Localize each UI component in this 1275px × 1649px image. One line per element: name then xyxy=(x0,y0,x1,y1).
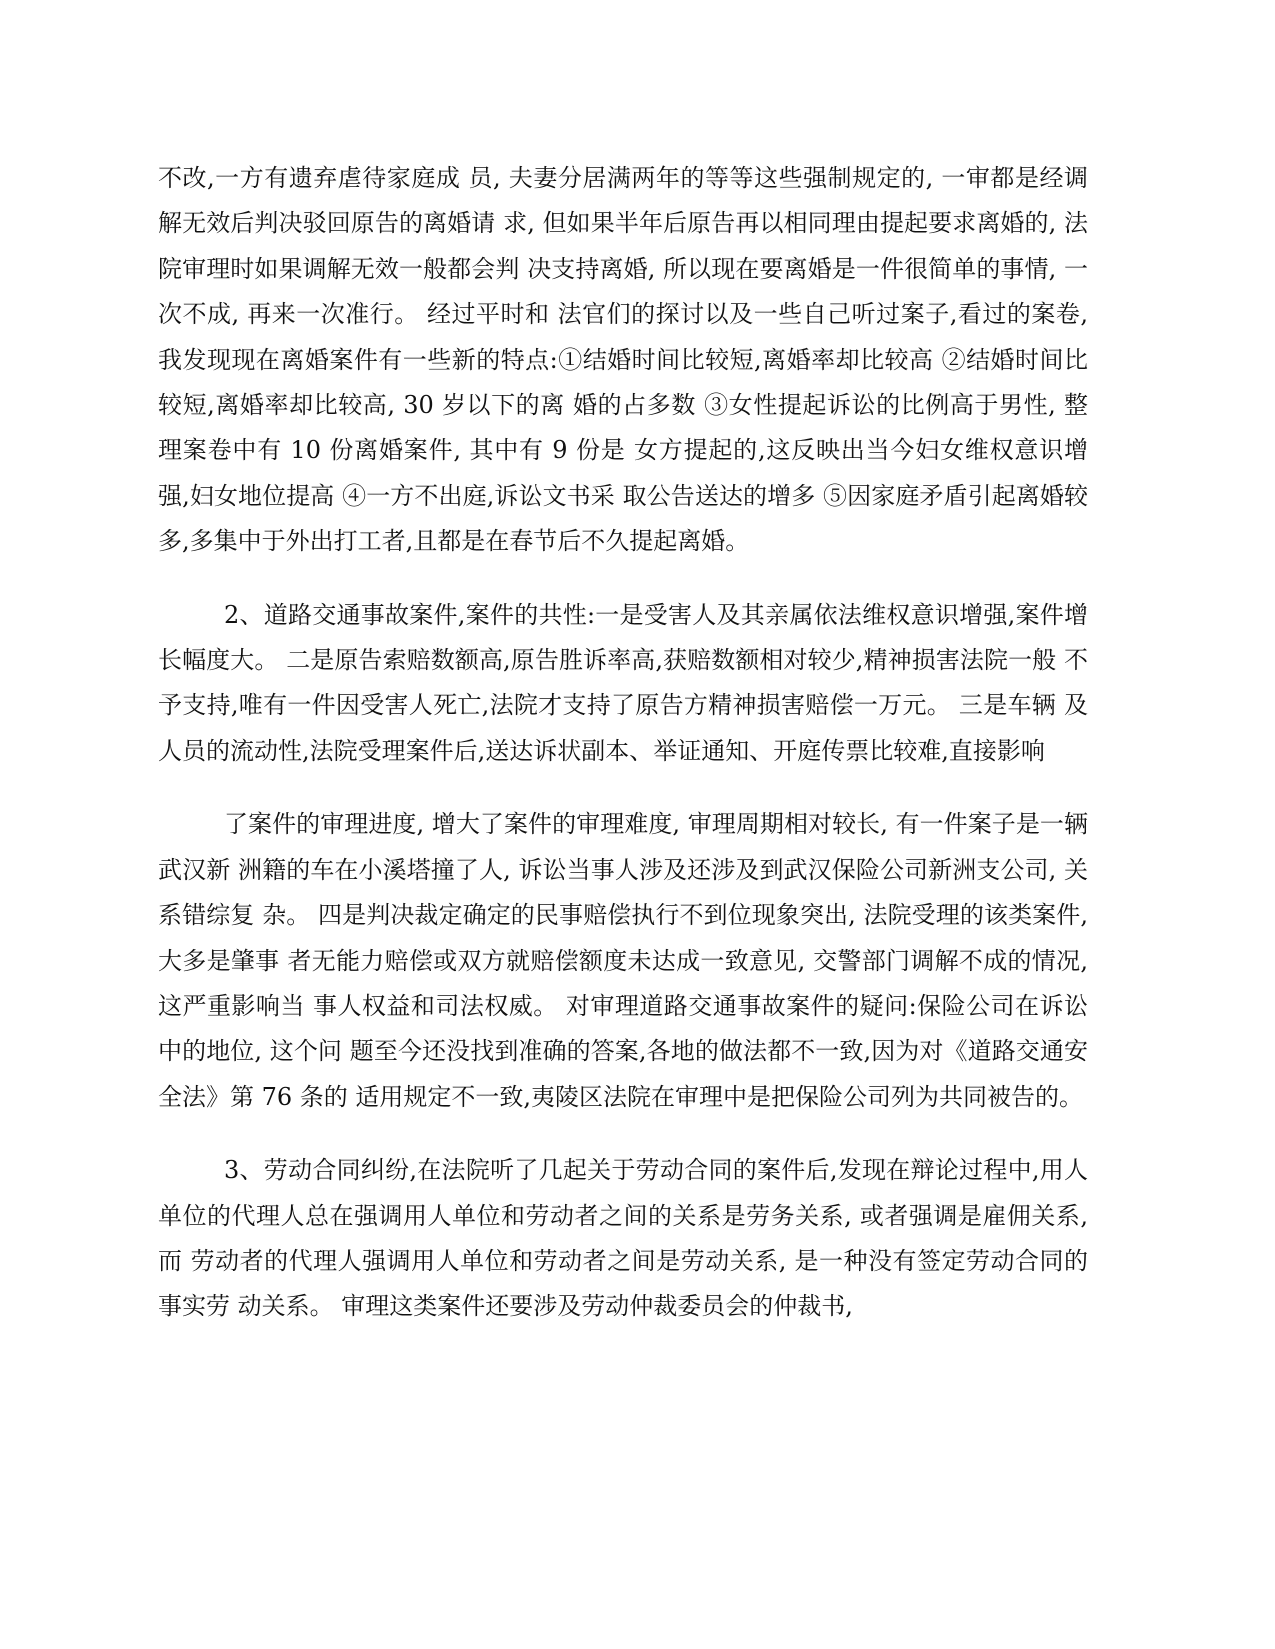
document-body xyxy=(158,156,1088,1330)
paragraph-traffic-accident-cases-continued: 了案件的审理进度, 增大了案件的审理难度, 审理周期相对较长, 有一件案子是一辆武汉新 洲籍的车在小溪塔撞了人, 诉讼当事人涉及还涉及到武汉保险公司新洲支公司, 关系错综复 杂。 四是判决裁定确定的民事赔偿执行不到位现象突出, 法院受理的该类案件, 大多是肇事 者无能力赔偿或双方就赔偿额度未达成一致意见, 交警部门调解不成的情况, 这严重影响当 事人权益和司法权威。 对审理道路交通事故案件的疑问:保险公司在诉讼中的地位, 这个问 题至今还没找到准确的答案,各地的做法都不一致,因为对《道路交通安全法》第 76 条的 适用规定不一致,夷陵区法院在审理中是把保险公司列为共同被告的。 xyxy=(158,810,1088,1111)
paragraph-labor-contract-disputes: 3、劳动合同纠纷,在法院听了几起关于劳动合同的案件后,发现在辩论过程中,用人 单位的代理人总在强调用人单位和劳动者之间的关系是劳务关系, 或者强调是雇佣关系, 而 劳动者的代理人强调用人单位和劳动者之间是劳动关系, 是一种没有签定劳动合同的事实劳 动关系。 审理这类案件还要涉及劳动仲裁委员会的仲裁书, xyxy=(158,1156,1088,1321)
paragraph-traffic-accident-cases: 2、道路交通事故案件,案件的共性:一是受害人及其亲属依法维权意识增强,案件增 长幅度大。 二是原告索赔数额高,原告胜诉率高,获赔数额相对较少,精神损害法院一般 不予支持,唯有一件因受害人死亡,法院才支持了原告方精神损害赔偿一万元。 三是车辆 及人员的流动性,法院受理案件后,送达诉状副本、举证通知、开庭传票比较难,直接影响 xyxy=(158,600,1088,765)
paragraph-divorce-cases-continued: 不改,一方有遗弃虐待家庭成 员, 夫妻分居满两年的等等这些强制规定的, 一审都是经调解无效后判决驳回原告的离婚请 求, 但如果半年后原告再以相同理由提起要求离婚的, 法院审理时如果调解无效一般都会判 决支持离婚, 所以现在要离婚是一件很简单的事情, 一次不成, 再来一次准行。 经过平时和 法官们的探讨以及一些自己听过案子,看过的案卷,我发现现在离婚案件有一些新的特点:①结婚时间比较短,离婚率却比较高 ②结婚时间比较短,离婚率却比较高, 30 岁以下的离 婚的占多数 ③女性提起诉讼的比例高于男性, 整理案卷中有 10 份离婚案件, 其中有 9 份是 女方提起的,这反映出当今妇女维权意识增强,妇女地位提高 ④一方不出庭,诉讼文书采 取公告送达的增多 ⑤因家庭矛盾引起离婚较多,多集中于外出打工者,且都是在春节后不久提起离婚。 xyxy=(158,164,1088,556)
